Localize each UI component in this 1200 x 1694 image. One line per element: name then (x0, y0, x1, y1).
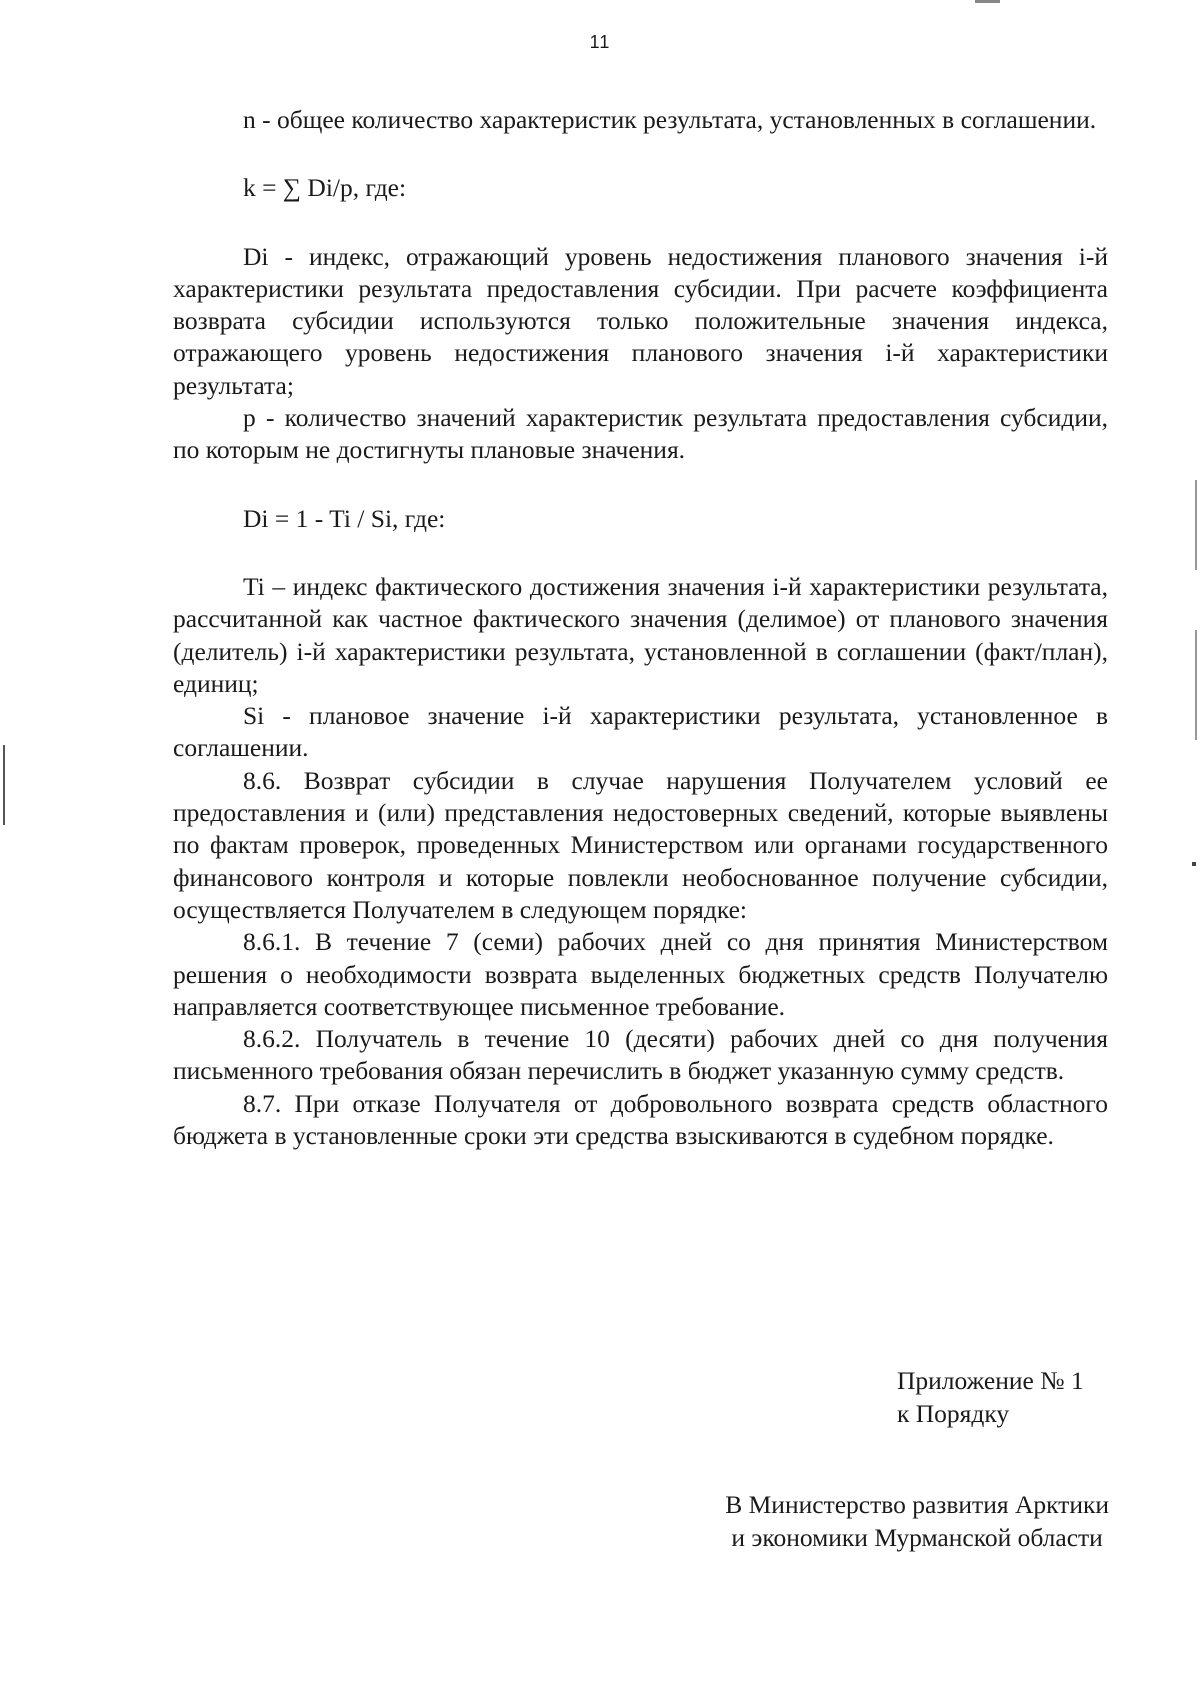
paragraph-ti-definition: Ti – индекс фактического достижения значения i-й характеристики результата, рассчитанной как частное фактического значения (делимое) от планового значения (делитель) i-й характеристики результата, установленной в соглашении (факт/план), единиц; (173, 571, 1108, 698)
paragraph-si-definition: Si - плановое значение i-й характеристики результата, установленное в соглашении. (173, 701, 1108, 763)
document-body (173, 104, 1108, 1152)
appendix-label (897, 1364, 1084, 1430)
paragraph-di-definition: Di - индекс, отражающий уровень недостижения планового значения i-й характеристики результата предоставления субсидии. При расчете коэффициента возврата субсидии используются только положительные значения индекса, отражающего уровень недостижения планового значения i-й характеристики результата; (173, 241, 1108, 400)
formula-k: k = ∑ Di/p, где: (243, 173, 407, 203)
appendix-line-2: к Порядку (897, 1399, 1010, 1428)
paragraph-p-definition: p - количество значений характеристик результата предоставления субсидии, по которым не достигнуты плановые значения. (173, 403, 1108, 465)
scan-mark-left (3, 745, 5, 825)
addressee-block (725, 1488, 1109, 1554)
paragraph-8-6: 8.6. Возврат субсидии в случае нарушения Получателем условий ее предоставления и (или) представления недостоверных сведений, которые выявлены по фактам проверок, проведенных Министерством или органами государственного финансового контроля и которые повлекли необоснованное получение субсидии, осуществляется Получателем в следующем порядке: (173, 765, 1108, 924)
addressee-line-1: В Министерство развития Арктики (725, 1490, 1109, 1519)
paragraph-n-definition: n - общее количество характеристик результата, установленных в соглашении. (243, 105, 1097, 134)
paragraph-8-6-2: 8.6.2. Получатель в течение 10 (десяти) рабочих дней со дня получения письменного требования обязан перечислить в бюджет указанную сумму средств. (173, 1024, 1108, 1086)
paragraph-8-7: 8.7. При отказе Получателя от добровольного возврата средств областного бюджета в установленные сроки эти средства взыскиваются в судебном порядке. (173, 1088, 1108, 1151)
scan-mark-right-3 (1192, 862, 1196, 866)
addressee-line-2: и экономики Мурманской области (731, 1523, 1103, 1552)
formula-di: Di = 1 - Ti / Si, где: (243, 503, 446, 533)
scan-mark-top (975, 0, 1000, 3)
page-number: 11 (589, 32, 611, 52)
scan-mark-right-1 (1195, 480, 1197, 570)
paragraph-8-6-1: 8.6.1. В течение 7 (семи) рабочих дней со дня принятия Министерством решения о необходимости возврата выделенных бюджетных средств Получателю направляется соответствующее письменное требование. (173, 927, 1108, 1021)
scan-mark-right-2 (1195, 630, 1197, 740)
appendix-line-1: Приложение № 1 (897, 1366, 1084, 1395)
